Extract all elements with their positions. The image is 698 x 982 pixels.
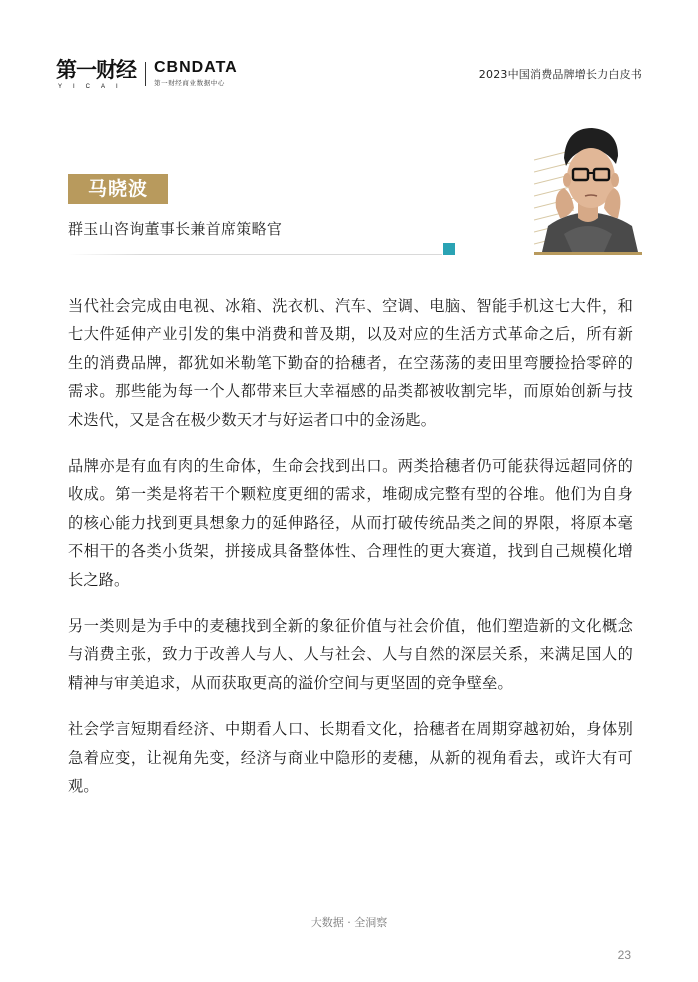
footer-tagline: 大数据 · 全洞察 [310, 916, 388, 929]
article-paragraph: 品牌亦是有血有肉的生命体，生命会找到出口。两类拾穗者仍可能获得远超同侪的收成。第一类是将若干个颗粒度更细的需求，堆砌成完整有型的谷堆。他们为自身的核心能力找到更具想象力的延伸路径，从而打破传统品类之间的界限，将原本毫不相干的各类小货架，拼接成具备整体性、合理性的更大赛道，找到自己规模化增长之路。 [68, 457, 633, 589]
author-title: 群玉山咨询董事长兼首席策略官 [68, 220, 283, 238]
cbndata-logo [154, 59, 238, 88]
article-body [68, 292, 633, 819]
cbndata-logo-en: CBNDATA [154, 59, 238, 76]
yicai-logo-cn: 第一财经 [56, 58, 136, 82]
logo-divider [145, 62, 146, 86]
author-name: 马晓波 [68, 174, 168, 204]
article-paragraph: 社会学言短期看经济、中期看人口、长期看文化，拾穗者在周期穿越初始，身体别急着应变，让视角先变，经济与商业中隐形的麦穗，从新的视角看去，或许大有可观。 [68, 720, 633, 796]
author-portrait-icon [534, 122, 642, 252]
page-header [56, 58, 642, 94]
author-divider [68, 254, 442, 255]
report-title: 2023中国消费品牌增长力白皮书 [478, 68, 642, 81]
teal-square-icon [443, 243, 455, 255]
yicai-logo [56, 58, 136, 91]
author-photo [534, 122, 642, 252]
article-paragraph: 当代社会完成由电视、冰箱、洗衣机、汽车、空调、电脑、智能手机这七大件，和七大件延伸产业引发的集中消费和普及期，以及对应的生活方式革命之后，所有新生的消费品牌，都犹如米勒笔下勤奋的拾穗者，在空荡荡的麦田里弯腰捡拾零碎的需求。那些能为每一个人都带来巨大幸福感的品类都被收割完毕，而原始创新与技术迭代，又是含在极少数天才与好运者口中的金汤匙。 [68, 297, 633, 429]
cbndata-logo-cn: 第一财经商业数据中心 [154, 79, 225, 87]
yicai-logo-en: YICAI [58, 84, 129, 90]
photo-underline [534, 252, 642, 255]
page-number: 23 [617, 948, 631, 962]
article-paragraph: 另一类则是为手中的麦穗找到全新的象征价值与社会价值，他们塑造新的文化概念与消费主张，致力于改善人与人、人与社会、人与自然的深层关系，来满足国人的精神与审美追求，从而获取更高的溢价空间与更坚固的竞争壁垒。 [68, 617, 633, 692]
